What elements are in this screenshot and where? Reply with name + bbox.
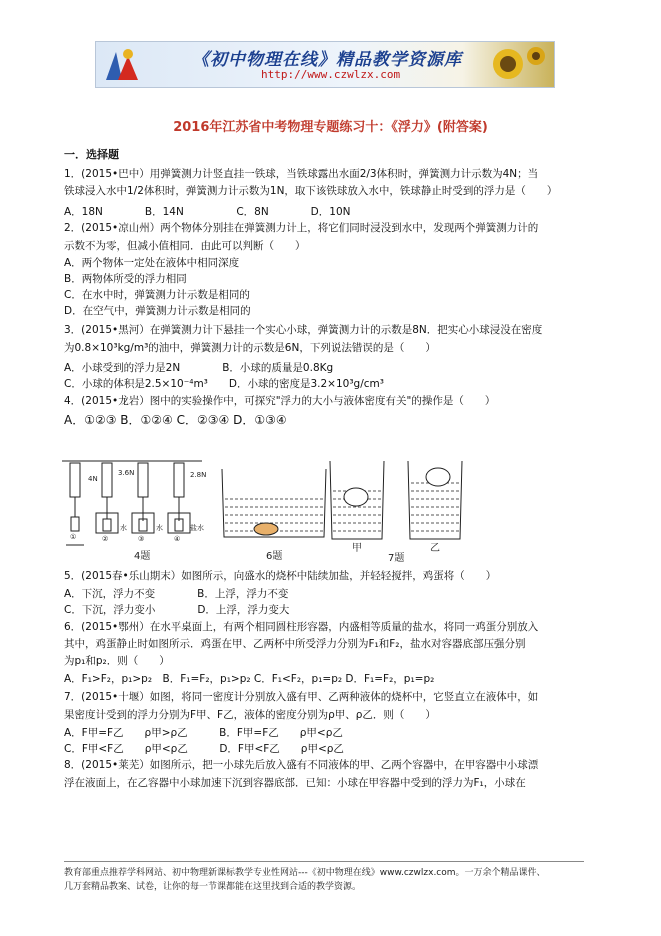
fig6-caption: 6题	[266, 551, 283, 562]
fig4-caption: 4题	[134, 551, 151, 562]
fig4-reading-1: 4N	[88, 475, 98, 483]
question-line: 果密度计受到的浮力分别为F甲、F乙，液体的密度分别为ρ甲、ρ乙．则（ ）	[64, 709, 436, 721]
question-line: A．两个物体一定处在液体中相同深度	[64, 257, 240, 269]
question-line: B．两物体所受的浮力相同	[64, 273, 187, 285]
question-line: A．①②③ B．①②④ C．②③④ D．①③④	[64, 413, 287, 427]
question-line: 7．(2015•十堰）如图，将同一密度计分别放入盛有甲、乙两种液体的烧杯中，它竖直立在液体中，如	[64, 691, 539, 703]
question-line: 铁球浸入水中1/2体积时，弹簧测力计示数为1N，取下该铁球放入水中，铁球静止时受到的浮力是（ ）	[64, 185, 558, 197]
question-line: C．在水中时，弹簧测力计示数是相同的	[64, 289, 250, 301]
fig4-num-1: ①	[70, 533, 77, 541]
site-banner	[95, 41, 555, 88]
fig4-num-4: ④	[174, 535, 181, 543]
question-line: C．F甲<F乙 ρ甲<ρ乙 D．F甲<F乙 ρ甲<ρ乙	[64, 743, 344, 755]
question-line: A．小球受到的浮力是2N B．小球的质量是0.8Kg	[64, 362, 334, 374]
question-line: 5．(2015春•乐山期末）如图所示，向盛水的烧杯中陆续加盐，并轻轻搅拌，鸡蛋将（ ）	[64, 570, 497, 582]
fig4-num-2: ②	[102, 535, 109, 543]
question-figures	[62, 455, 482, 563]
question-line: 8．(2015•莱芜）如图所示，把一小球先后放入盛有不同液体的甲、乙两个容器中，在甲容器中小球漂	[64, 759, 539, 771]
fig4-water-2: 水	[156, 524, 163, 532]
section-heading: 一．选择题	[64, 148, 119, 161]
fig4-salt-water: 盐水	[190, 524, 204, 532]
fig4-reading-2: 3.6N	[118, 469, 135, 477]
fig7-label-yi: 乙	[430, 543, 440, 554]
site-logo-icon	[102, 46, 142, 84]
fig4-reading-3: 2.8N	[190, 471, 207, 479]
footer-line: 几万套精品教案、试卷，让你的每一节课都能在这里找到合适的教学资源。	[64, 882, 362, 892]
footer-line: 教育部重点推荐学科网站、初中物理新课标教学专业性网站---《初中物理在线》www.czwlzx.com。一万余个精品课件、	[64, 868, 546, 878]
question-line: 其中，鸡蛋静止时如图所示．鸡蛋在甲、乙两杯中所受浮力分别为F₁和F₂，盐水对容器底部压强分别	[64, 638, 526, 650]
banner-url: http://www.czwlzx.com	[261, 68, 401, 81]
question-line: 浮在液面上，在乙容器中小球加速下沉到容器底部．已知：小球在甲容器中受到的浮力为F₁，小球在	[64, 777, 526, 789]
question-line: 6．(2015•鄂州）在水平桌面上，有两个相同圆柱形容器，内盛相等质量的盐水，将同一鸡蛋分别放入	[64, 621, 539, 633]
fig4-water-1: 水	[120, 524, 127, 532]
fig7-label-jia: 甲	[352, 543, 362, 554]
figure-7-cups	[330, 461, 462, 539]
figure-6-beaker	[222, 469, 326, 537]
question-line: A．18N B．14N C．8N D．10N	[64, 206, 351, 218]
fig7-caption: 7题	[388, 553, 405, 563]
question-line: 2．(2015•凉山州）两个物体分别挂在弹簧测力计上，将它们同时浸没到水中，发现两个弹簧测力计的	[64, 222, 539, 234]
footer-divider	[64, 861, 584, 862]
question-line: 为0.8×10³kg/m³的油中，弹簧测力计的示数是6N，下列说法错误的是（ ）	[64, 342, 436, 354]
question-line: A．F甲=F乙 ρ甲>ρ乙 B．F甲=F乙 ρ甲<ρ乙	[64, 727, 343, 739]
question-line: A．下沉，浮力不变 B．上浮，浮力不变	[64, 588, 289, 600]
sunflower-icon	[478, 44, 548, 86]
question-line: 3．(2015•黑河）在弹簧测力计下悬挂一个实心小球，弹簧测力计的示数是8N．把实心小球浸没在密度	[64, 324, 543, 336]
question-line: C．下沉，浮力变小 D．上浮，浮力变大	[64, 604, 290, 616]
question-line: D．在空气中，弹簧测力计示数是相同的	[64, 305, 251, 317]
question-line: A．F₁>F₂，p₁>p₂ B．F₁=F₂，p₁>p₂ C．F₁<F₂，p₁=p₂ D．F₁=F₂，p₁=p₂	[64, 673, 435, 685]
fig4-num-3: ③	[138, 535, 145, 543]
question-line: 为p₁和p₂．则（ ）	[64, 655, 170, 667]
question-line: 1．(2015•巴中）用弹簧测力计竖直挂一铁球，当铁球露出水面2/3体积时，弹簧测力计示数为4N；当	[64, 168, 539, 180]
question-line: 示数不为零，但减小值相同．由此可以判断（ ）	[64, 240, 306, 252]
question-line: 4．(2015•龙岩）图中的实验操作中，可探究"浮力的大小与液体密度有关"的操作是（ ）	[64, 395, 496, 407]
banner-title: 《初中物理在线》精品教学资源库	[192, 50, 462, 70]
document-title: 2016年江苏省中考物理专题练习十：《浮力》(附答案)	[173, 120, 488, 135]
question-line: C．小球的体积是2.5×10⁻⁴m³ D．小球的密度是3.2×10³g/cm³	[64, 378, 384, 390]
